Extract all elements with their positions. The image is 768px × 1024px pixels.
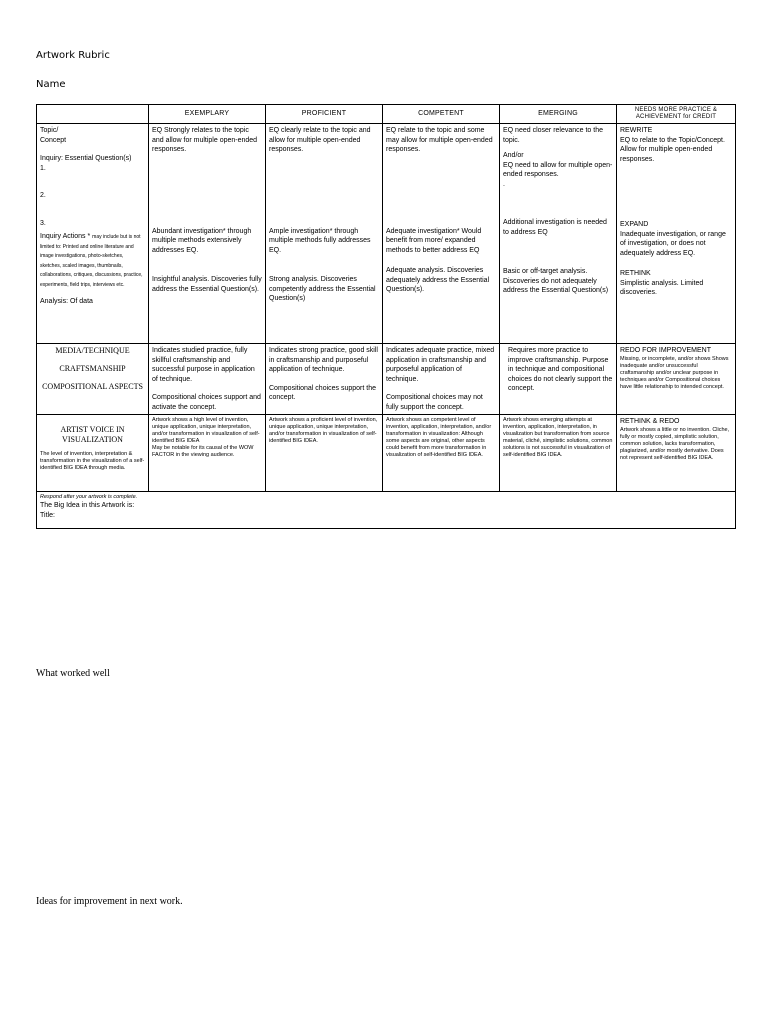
rethink-text: Simplistic analysis. Limited discoveries. <box>620 279 704 296</box>
topic-label: Topic/ <box>40 127 59 134</box>
topic-exemplary-cell <box>149 124 266 344</box>
inquiry-actions-note: may include but is not limited to: Printed and online literature and image investigations, photo-sketches, sketches, scaled images, thumbnails, collaborations, critiques, discussions, practice, experiments, field trips, interviews etc. <box>40 234 143 288</box>
proficient-eq-text: EQ clearly relate to the topic and allow for multiple open-ended responses. <box>269 127 371 153</box>
voice-needs-cell <box>617 415 736 492</box>
topic-row <box>37 124 736 344</box>
media-competent-cell <box>383 344 500 415</box>
title-label: Title: <box>40 511 55 519</box>
expand-text: Inadequate investigation, or range of investigation, or does not adequately address EQ. <box>620 230 726 257</box>
voice-exemplary-text-b: May be notable for its causal of the WOW FACTOR in the viewing audience. <box>152 445 254 458</box>
topic-emerging-cell <box>500 124 617 344</box>
media-exemplary-cell <box>149 344 266 415</box>
voice-exemplary-text-a: Artwork shows a high level of invention, unique application, unique interpretation, and/or transformation in visualization of self-identified BIG IDEA <box>152 417 260 444</box>
name-label: Name <box>36 79 66 90</box>
question-1-label: 1. <box>40 164 46 172</box>
competent-investigation-text: Adequate investigation* Would benefit from more/ expanded methods to better address EQ <box>386 227 482 254</box>
exemplary-analysis-text: Insightful analysis. Discoveries fully address the Essential Question(s). <box>152 276 262 293</box>
emerging-investigation-text: Additional investigation is needed to address EQ <box>503 219 607 236</box>
header-blank <box>37 105 149 124</box>
question-3-label: 3. <box>40 219 46 227</box>
competent-analysis-text: Adequate analysis. Discoveries adequately address the Essential Question(s). <box>386 267 490 293</box>
emerging-analysis-text: Basic or off-target analysis. Discoveries do not adequately address the Essential Question(s) <box>503 268 609 294</box>
media-emerging-cell <box>500 344 617 415</box>
emerging-eq-text: EQ need closer relevance to the topic. <box>503 127 604 144</box>
rethink-title: RETHINK <box>620 270 651 277</box>
header-exemplary: EXEMPLARY <box>149 105 266 124</box>
inquiry-actions-title: Inquiry Actions * <box>40 233 91 240</box>
media-label-cell <box>37 344 149 415</box>
header-emerging: EMERGING <box>500 105 617 124</box>
media-exemplary-text-a: Indicates studied practice, fully skillful craftsmanship and successful purpose in application of technique. <box>152 347 255 383</box>
header-needs-more-practice: NEEDS MORE PRACTICE & ACHIEVEMENT for CREDIT <box>617 105 736 124</box>
proficient-investigation-text: Ample investigation* through multiple methods fully addresses EQ. <box>269 227 371 254</box>
media-competent-text-a: Indicates adequate practice, mixed application in craftsmanship and purposeful application of technique. <box>386 347 495 383</box>
artist-voice-desc: The level of invention, interpretation & transformation in the visualization of a self-identified BIG IDEA through media. <box>40 451 145 471</box>
media-proficient-cell <box>266 344 383 415</box>
redo-title: REDO FOR IMPROVEMENT <box>620 347 712 354</box>
voice-proficient-text: Artwork shows a proficient level of invention, unique application, unique interpretation, and/or transformation in visualization of self-identified BIG IDEA. <box>269 417 378 444</box>
header-proficient: PROFICIENT <box>266 105 383 124</box>
voice-row <box>37 415 736 492</box>
media-emerging-text: Requires more practice to improve craftsmanship. Purpose in technique and compositional choices do not clearly support the concept. <box>508 347 613 392</box>
craftsmanship-label: CRAFTSMANSHIP <box>59 364 126 373</box>
ideas-for-improvement: Ideas for improvement in next work. <box>36 896 183 907</box>
rewrite-title: REWRITE <box>620 127 653 134</box>
rethink-redo-title: RETHINK & REDO <box>620 418 680 425</box>
header-row <box>37 105 736 124</box>
header-competent: COMPETENT <box>383 105 500 124</box>
exemplary-investigation-text: Abundant investigation* through multiple methods extensively addresses EQ. <box>152 227 252 254</box>
concept-label: Concept <box>40 136 67 144</box>
topic-label-cell <box>37 124 149 344</box>
topic-needs-cell <box>617 124 736 344</box>
emerging-andor-text: And/or <box>503 152 524 159</box>
analysis-label: Analysis: Of data <box>40 298 93 305</box>
compositional-aspects-label: COMPOSITIONAL ASPECTS <box>42 382 143 391</box>
voice-proficient-cell <box>266 415 383 492</box>
document-title: Artwork Rubric <box>36 50 110 61</box>
media-competent-text-b: Compositional choices may not fully support the concept. <box>386 394 483 411</box>
rethink-redo-text: Artwork shows a little or no invention. Cliche, fully or mostly copied, simplistic solution, common solution, lacks transformation, plagiarized, and/or mostly derivative. Does not represent self-identified BIG IDEA. <box>620 426 730 461</box>
inquiry-label: Inquiry: Essential Question(s) <box>40 155 132 162</box>
voice-emerging-text: Artwork shows emerging attempts at invention, application, interpretation, in visualization but transformation from source material, cliché, simplistic solutions, common solutions is not successful in visualization of self-identified BIG IDEA. <box>503 417 613 458</box>
respond-note: Respond after your artwork is complete. <box>40 494 138 500</box>
rubric-table <box>36 104 736 529</box>
what-worked-well: What worked well <box>36 668 110 679</box>
media-proficient-text-b: Compositional choices support the concept. <box>269 384 377 401</box>
voice-exemplary-cell <box>149 415 266 492</box>
expand-title: EXPAND <box>620 221 649 228</box>
topic-proficient-cell <box>266 124 383 344</box>
exemplary-eq-text: EQ Strongly relates to the topic and allow for multiple open-ended responses. <box>152 127 258 153</box>
question-2-label: 2. <box>40 192 46 199</box>
media-proficient-text-a: Indicates strong practice, good skill in craftsmanship and purposeful application of technique. <box>269 347 378 373</box>
rewrite-text: EQ to relate to the Topic/Concept. Allow for multiple open-ended responses. <box>620 136 725 163</box>
competent-eq-text: EQ relate to the topic and some may allow for multiple open-ended responses. <box>386 127 493 153</box>
voice-label-cell <box>37 415 149 492</box>
proficient-analysis-text: Strong analysis. Discoveries competently address the Essential Question(s) <box>269 276 376 302</box>
media-row <box>37 344 736 415</box>
media-exemplary-text-b: Compositional choices support and activate the concept. <box>152 394 261 411</box>
big-idea-cell <box>37 492 736 529</box>
big-idea-row <box>37 492 736 529</box>
voice-competent-cell <box>383 415 500 492</box>
topic-competent-cell <box>383 124 500 344</box>
voice-emerging-cell <box>500 415 617 492</box>
voice-competent-text: Artwork shows an competent level of invention, application, interpretation, and/or transformation in visualization: Although some aspects are original, other aspects could benefit from more transformation in visualization of self-identified BIG IDEA. <box>386 417 492 458</box>
artist-voice-label: ARTIST VOICE IN VISUALIZATION <box>60 425 125 444</box>
media-technique-label: MEDIA/TECHNIQUE <box>55 346 130 355</box>
emerging-dot: . <box>503 180 505 188</box>
emerging-eq2-text: EQ need to allow for multiple open-ended responses. <box>503 161 613 178</box>
big-idea-label: The Big Idea in this Artwork is: <box>40 502 135 509</box>
media-needs-cell <box>617 344 736 415</box>
redo-text: Missing, or incomplete, and/or shows Shows inadequate and/or unsuccessful craftsmanship and/or unclear purpose in techniques and/or Compositional choices have little relationship to intended concept. <box>620 355 729 390</box>
